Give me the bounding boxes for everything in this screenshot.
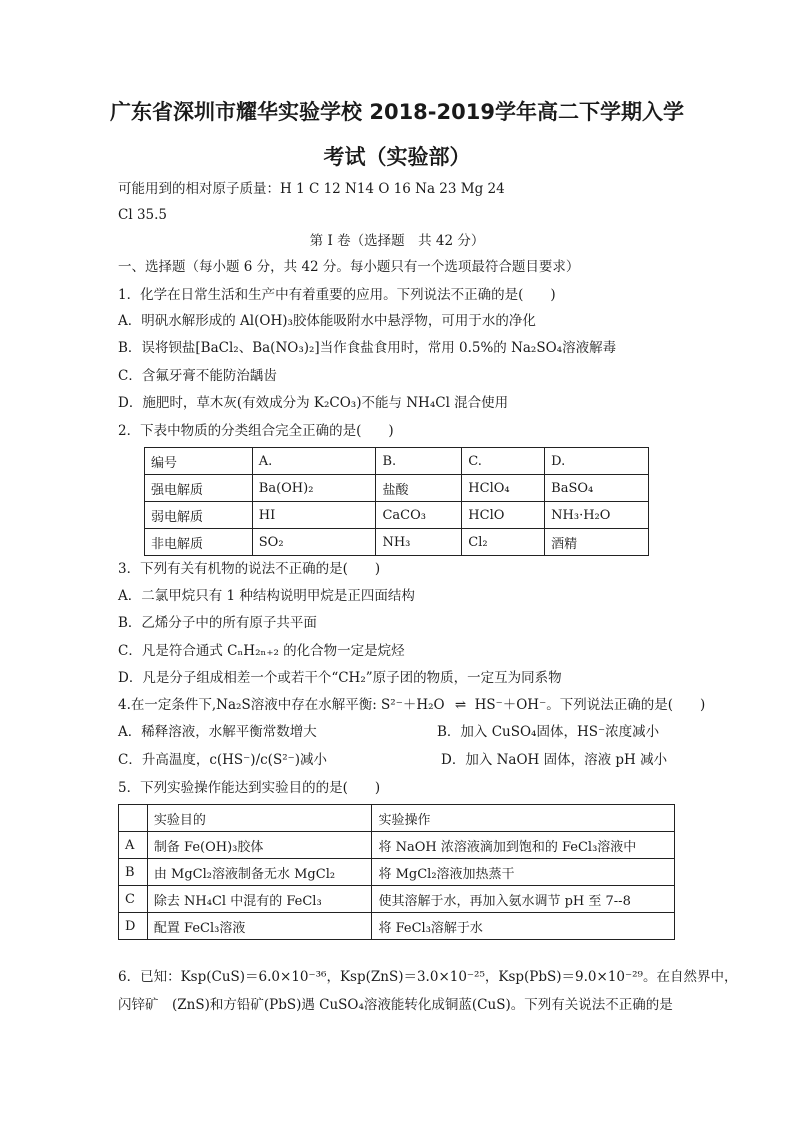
table-row <box>145 529 649 556</box>
experiment-purpose-cell: 由 MgCl₂溶液制备无水 MgCl₂ <box>147 859 372 886</box>
q3-option-d: D．凡是分子组成相差一个或若干个“CH₂”原子团的物质，一定互为同系物 <box>118 670 562 686</box>
q2-stem: 2．下表中物质的分类组合完全正确的是( ) <box>118 423 394 439</box>
q4-option-d: D．加入 NaOH 固体，溶液 pH 减小 <box>441 752 668 768</box>
table-row <box>145 502 649 529</box>
row-label-cell: 强电解质 <box>145 475 253 502</box>
option-letter-cell: A <box>119 832 148 859</box>
option-c-cell: HClO₄ <box>462 475 545 502</box>
experiment-operation-cell: 将 NaOH 浓溶液滴加到饱和的 FeCl₃溶液中 <box>372 832 675 859</box>
q1-stem: 1．化学在日常生活和生产中有着重要的应用。下列说法不正确的是( ) <box>118 287 556 303</box>
experiment-purpose-cell: 制备 Fe(OH)₃胶体 <box>147 832 372 859</box>
option-d-cell: NH₃·H₂O <box>545 502 649 529</box>
q4-option-c: C．升高温度，c(HS⁻)/c(S²⁻)减小 <box>118 752 327 768</box>
document-title-line1: 广东省深圳市耀华实验学校 2018-2019学年高二下学期入学 <box>110 100 684 124</box>
q3-option-b: B．乙烯分子中的所有原子共平面 <box>118 615 317 631</box>
experiment-purpose-cell: 配置 FeCl₃溶液 <box>147 913 372 940</box>
row-label-cell: 弱电解质 <box>145 502 253 529</box>
equilibrium-arrow-icon: ⇌ <box>454 697 465 713</box>
table-header-row <box>119 805 675 832</box>
q6-line1: 6．已知：Ksp(CuS)＝6.0×10⁻³⁶，Ksp(ZnS)＝3.0×10⁻²⁵，Ksp(PbS)＝9.0×10⁻²⁹。在自然界中， <box>118 969 738 985</box>
atomic-masses-line2: Cl 35.5 <box>118 207 167 223</box>
q1-option-d: D．施肥时，草木灰(有效成分为 K₂CO₃)不能与 NH₄Cl 混合使用 <box>118 395 509 411</box>
option-letter-cell: D <box>119 913 148 940</box>
q4-stem <box>118 696 705 714</box>
table-row <box>119 859 675 886</box>
option-d-cell: BaSO₄ <box>545 475 649 502</box>
q5-stem: 5．下列实验操作能达到实验目的的是( ) <box>118 780 381 796</box>
section-instruction: 一、选择题（每小题 6 分，共 42 分。每小题只有一个选项最符合题目要求） <box>118 259 580 275</box>
option-b-cell: B. <box>376 448 462 475</box>
option-b-cell: CaCO₃ <box>376 502 462 529</box>
table-row <box>119 832 675 859</box>
option-letter-cell: C <box>119 886 148 913</box>
q1-option-c: C．含氟牙膏不能防治龋齿 <box>118 368 277 384</box>
table-row <box>145 475 649 502</box>
q2-classification-table <box>144 447 649 556</box>
experiment-purpose-cell: 除去 NH₄Cl 中混有的 FeCl₃ <box>147 886 372 913</box>
q4-option-a: A．稀释溶液，水解平衡常数增大 <box>118 724 317 740</box>
section-heading: 第 I 卷（选择题 共 42 分） <box>309 233 485 249</box>
table-row <box>119 913 675 940</box>
q4-stem-after: HS⁻＋OH⁻。下列说法正确的是( ) <box>474 697 706 713</box>
option-c-cell: C. <box>462 448 545 475</box>
option-letter-cell <box>119 805 148 832</box>
experiment-operation-cell: 实验操作 <box>372 805 675 832</box>
option-b-cell: 盐酸 <box>376 475 462 502</box>
q1-option-a: A．明矾水解形成的 Al(OH)₃胶体能吸附水中悬浮物，可用于水的净化 <box>118 313 536 329</box>
experiment-purpose-cell: 实验目的 <box>147 805 372 832</box>
row-label-cell: 非电解质 <box>145 529 253 556</box>
option-c-cell: HClO <box>462 502 545 529</box>
q4-stem-before: 4.在一定条件下,Na₂S溶液中存在水解平衡: S²⁻＋H₂O <box>118 697 445 713</box>
atomic-masses-line1: 可能用到的相对原子质量：H 1 C 12 N14 O 16 Na 23 Mg 24 <box>118 181 505 197</box>
q3-option-c: C．凡是符合通式 CₙH₂ₙ₊₂ 的化合物一定是烷烃 <box>118 643 405 659</box>
document-title-line2: 考试（实验部） <box>323 145 471 169</box>
q4-option-b: B．加入 CuSO₄固体，HS⁻浓度减小 <box>437 724 660 740</box>
experiment-operation-cell: 将 MgCl₂溶液加热蒸干 <box>372 859 675 886</box>
option-a-cell: HI <box>252 502 376 529</box>
q1-option-b: B．误将钡盐[BaCl₂、Ba(NO₃)₂]当作食盐食用时，常用 0.5%的 Na₂SO₄溶液解毒 <box>118 340 617 356</box>
option-b-cell: NH₃ <box>376 529 462 556</box>
option-a-cell: A. <box>252 448 376 475</box>
q3-stem: 3．下列有关有机物的说法不正确的是( ) <box>118 561 381 577</box>
option-a-cell: SO₂ <box>252 529 376 556</box>
option-letter-cell: B <box>119 859 148 886</box>
q5-experiment-table <box>118 804 675 940</box>
option-a-cell: Ba(OH)₂ <box>252 475 376 502</box>
row-label-cell: 编号 <box>145 448 253 475</box>
table-header-row <box>145 448 649 475</box>
experiment-operation-cell: 使其溶解于水，再加入氨水调节 pH 至 7--8 <box>372 886 675 913</box>
option-c-cell: Cl₂ <box>462 529 545 556</box>
q6-line2: 闪锌矿 (ZnS)和方铅矿(PbS)遇 CuSO₄溶液能转化成铜蓝(CuS)。下列有关说法不正确的是 <box>118 997 673 1013</box>
option-d-cell: D. <box>545 448 649 475</box>
q3-option-a: A．二氯甲烷只有 1 种结构说明甲烷是正四面结构 <box>118 588 415 604</box>
table-row <box>119 886 675 913</box>
option-d-cell: 酒精 <box>545 529 649 556</box>
experiment-operation-cell: 将 FeCl₃溶解于水 <box>372 913 675 940</box>
